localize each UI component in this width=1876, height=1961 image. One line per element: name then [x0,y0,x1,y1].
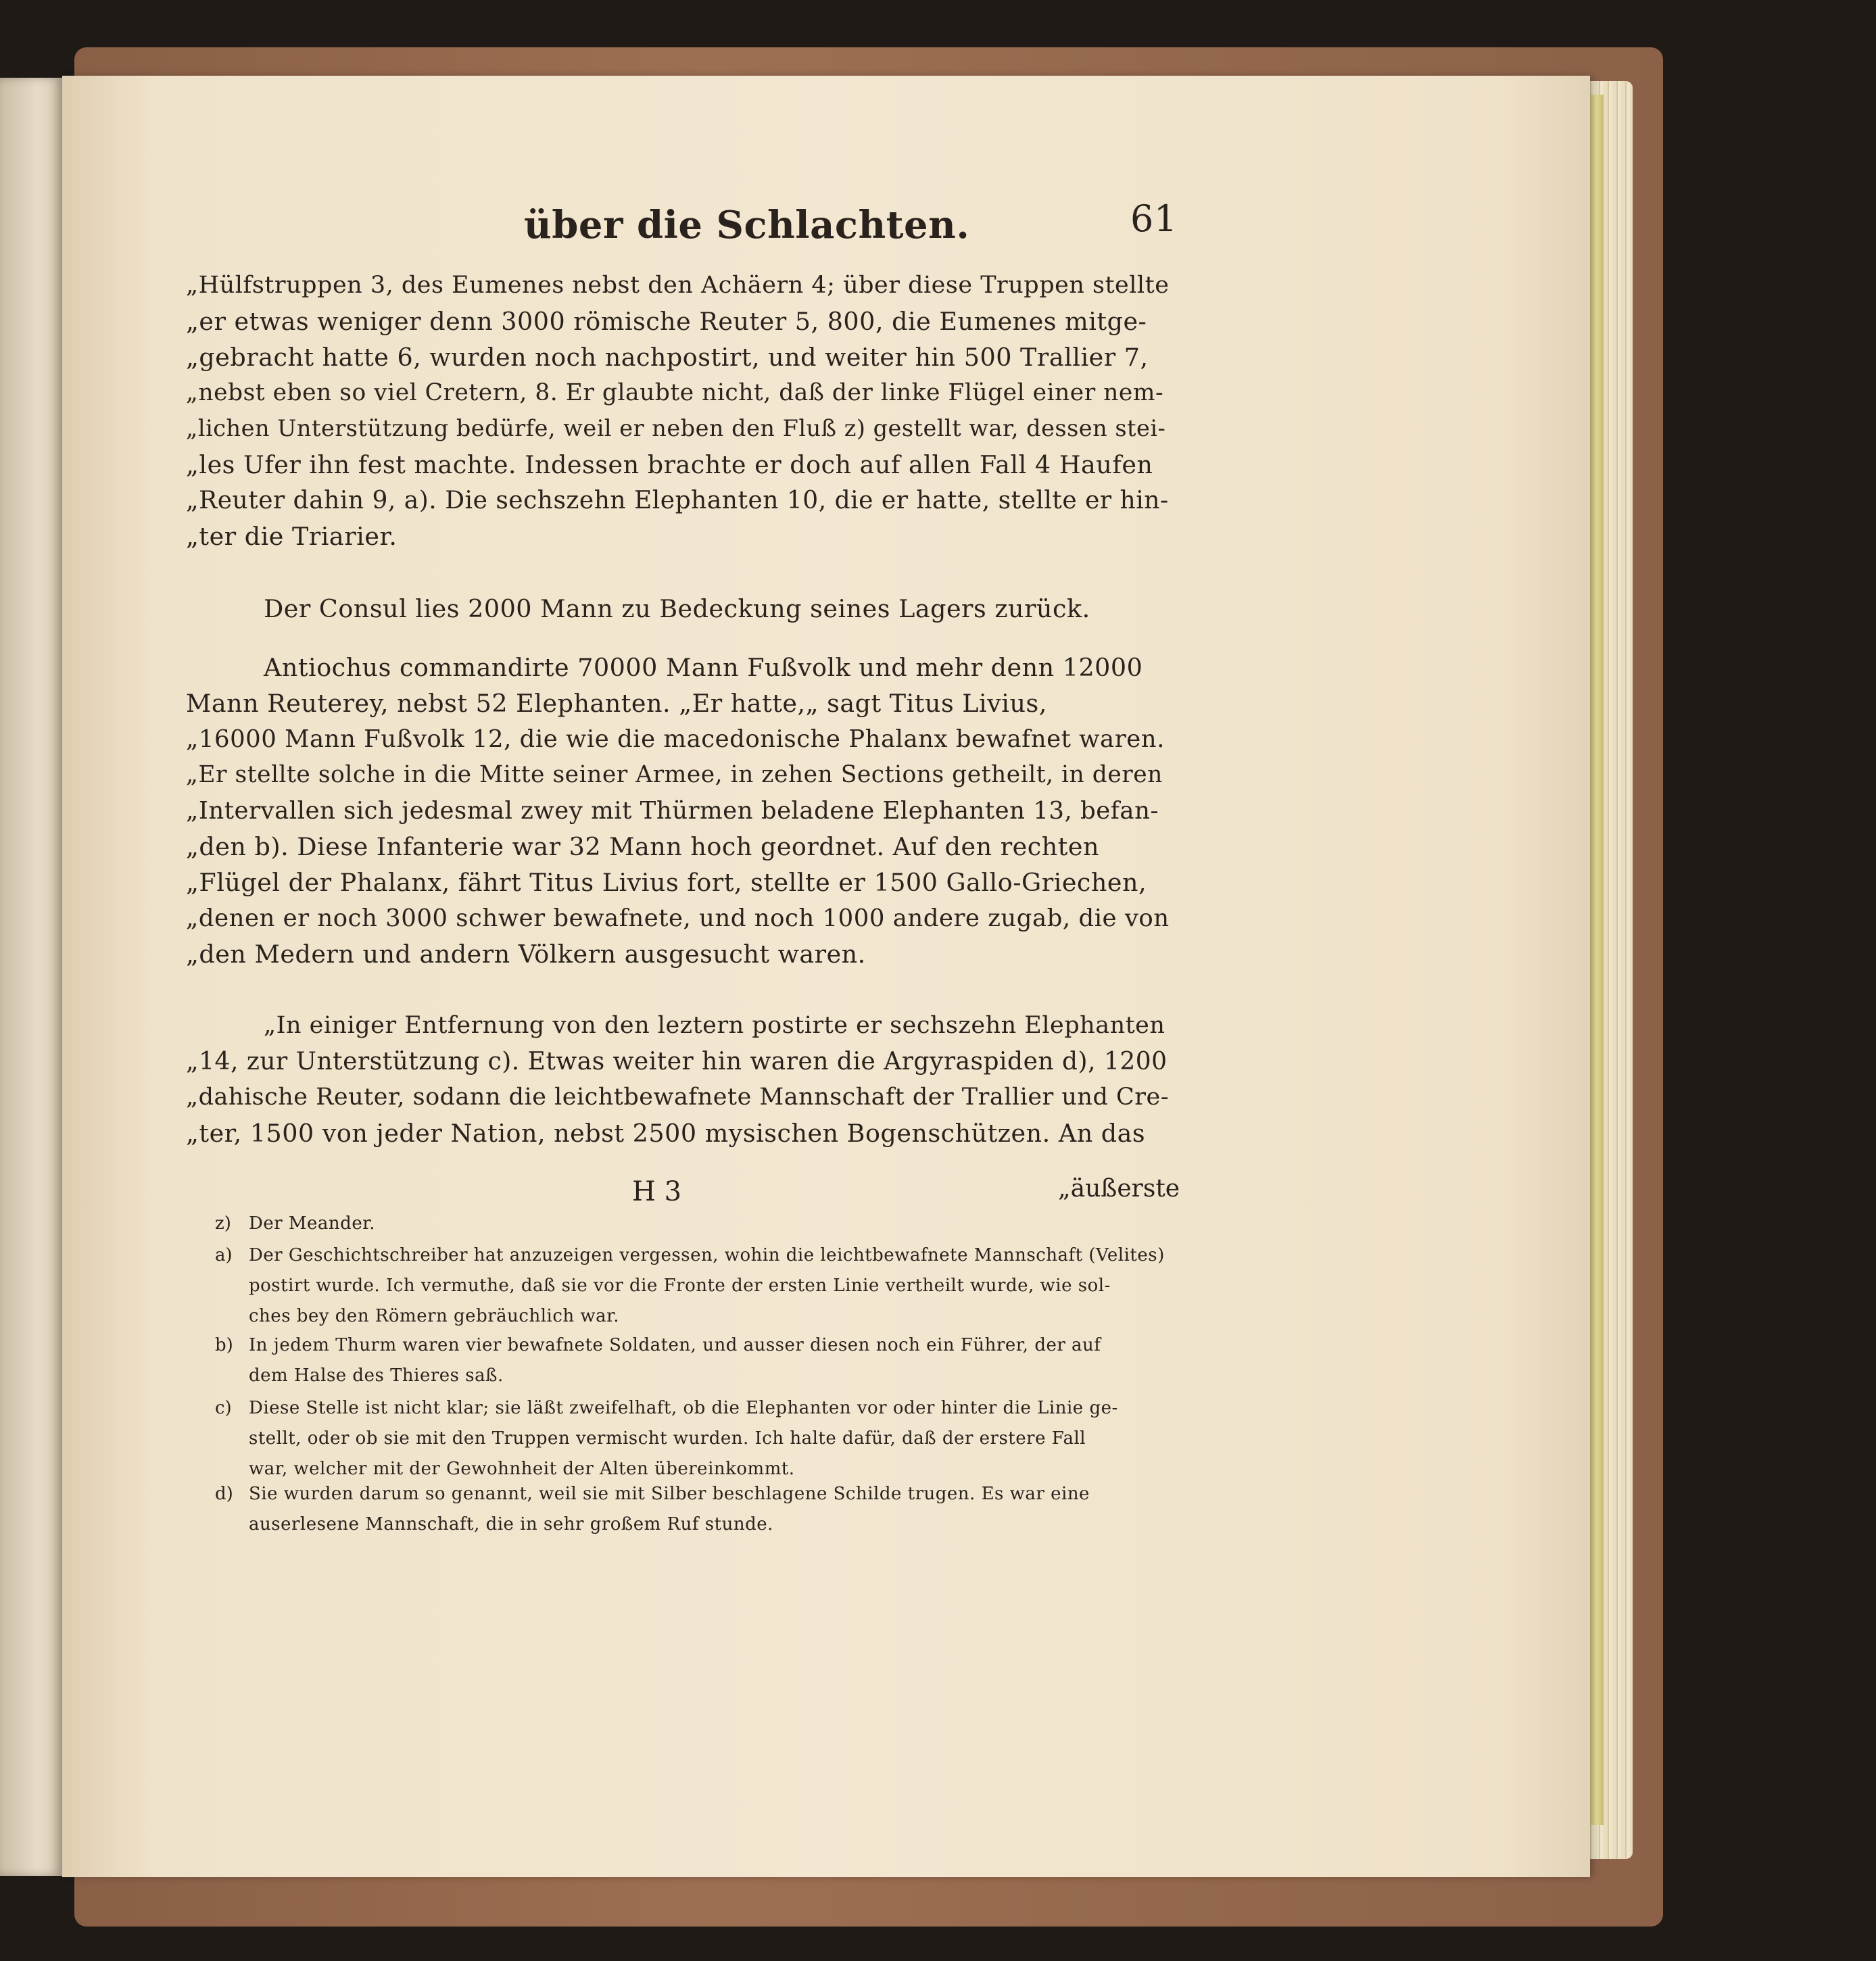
footnote-mark: z) [215,1213,231,1234]
body-line: Der Consul lies 2000 Mann zu Bedeckung seines Lagers zurück. [264,594,1090,623]
body-line: Antiochus commandirte 70000 Mann Fußvolk und mehr denn 12000 [264,653,1143,682]
body-line: „den b). Diese Infanterie war 32 Mann hoch geordnet. Auf den rechten [186,832,1100,861]
left-page-edge [0,78,62,1876]
body-line: „Flügel der Phalanx, fährt Titus Livius fort, stellte er 1500 Gallo-Griechen, [186,868,1147,897]
footnote-line: war, welcher mit der Gewohnheit der Alten übereinkommt. [249,1459,795,1479]
body-line: „gebracht hatte 6, wurden noch nachpostirt, und weiter hin 500 Trallier 7, [186,343,1149,372]
body-line: „Hülfstruppen 3, des Eumenes nebst den Achäern 4; über diese Truppen stellte [186,272,1170,299]
body-line: „ter die Triarier. [186,522,398,551]
footnote-line: Der Geschichtschreiber hat anzuzeigen vergessen, wohin die leichtbewafnete Mannschaft (Velites) [249,1245,1165,1265]
page-number: 61 [1130,197,1178,240]
body-line: „Intervallen sich jedesmal zwey mit Thürmen beladene Elephanten 13, befan- [186,797,1159,825]
footnote-mark: a) [215,1245,233,1265]
footnote-line: auserlesene Mannschaft, die in sehr großem Ruf stunde. [249,1514,773,1534]
signature-mark: H 3 [632,1176,682,1207]
footnote-line: Der Meander. [249,1213,376,1234]
body-line: „In einiger Entfernung von den leztern postirte er sechszehn Elephanten [264,1012,1165,1039]
body-line: „er etwas weniger denn 3000 römische Reuter 5, 800, die Eumenes mitge- [186,307,1147,336]
gilt-edge [1589,95,1604,1825]
body-line: „16000 Mann Fußvolk 12, die wie die macedonische Phalanx bewafnet waren. [186,725,1165,753]
footnote-mark: c) [215,1398,232,1418]
running-head: über die Schlachten. [524,203,970,247]
body-line: „Er stellte solche in die Mitte seiner Armee, in zehen Sections getheilt, in deren [186,761,1163,788]
footnote-line: stellt, oder ob sie mit den Truppen vermischt wurden. Ich halte dafür, daß der erstere Fall [249,1428,1086,1449]
catchword: „äußerste [1058,1175,1180,1203]
body-line: Mann Reuterey, nebst 52 Elephanten. „Er hatte,„ sagt Titus Livius, [186,689,1047,718]
footnote-line: Sie wurden darum so genannt, weil sie mit Silber beschlagene Schilde trugen. Es war eine [249,1484,1090,1504]
footnote-mark: d) [215,1484,233,1504]
footnote-line: Diese Stelle ist nicht klar; sie läßt zweifelhaft, ob die Elephanten vor oder hinter die Linie ge- [249,1398,1118,1418]
body-line: „14, zur Unterstützung c). Etwas weiter hin waren die Argyraspiden d), 1200 [186,1048,1168,1075]
body-line: „ter, 1500 von jeder Nation, nebst 2500 mysischen Bogenschützen. An das [186,1119,1146,1148]
footnote-mark: b) [215,1335,233,1355]
body-line: „dahische Reuter, sodann die leichtbewafnete Mannschaft der Trallier und Cre- [186,1084,1170,1111]
body-line: „les Ufer ihn fest machte. Indessen brachte er doch auf allen Fall 4 Haufen [186,450,1153,479]
footnote-line: dem Halse des Thieres saß. [249,1365,504,1386]
body-line: „denen er noch 3000 schwer bewafnete, und noch 1000 andere zugab, die von [186,904,1170,932]
body-line: „nebst eben so viel Cretern, 8. Er glaubte nicht, daß der linke Flügel einer nem- [186,379,1164,406]
body-line: „lichen Unterstützung bedürfe, weil er neben den Fluß z) gestellt war, dessen stei- [186,415,1166,441]
body-line: „den Medern und andern Völkern ausgesucht waren. [186,940,866,969]
footnote-line: In jedem Thurm waren vier bewafnete Soldaten, und ausser diesen noch ein Führer, der auf [249,1335,1101,1355]
footnote-line: ches bey den Römern gebräuchlich war. [249,1306,619,1326]
footnote-line: postirt wurde. Ich vermuthe, daß sie vor die Fronte der ersten Linie vertheilt wurde, wie sol- [249,1276,1111,1296]
body-line: „Reuter dahin 9, a). Die sechszehn Elephanten 10, die er hatte, stellte er hin- [186,487,1169,514]
